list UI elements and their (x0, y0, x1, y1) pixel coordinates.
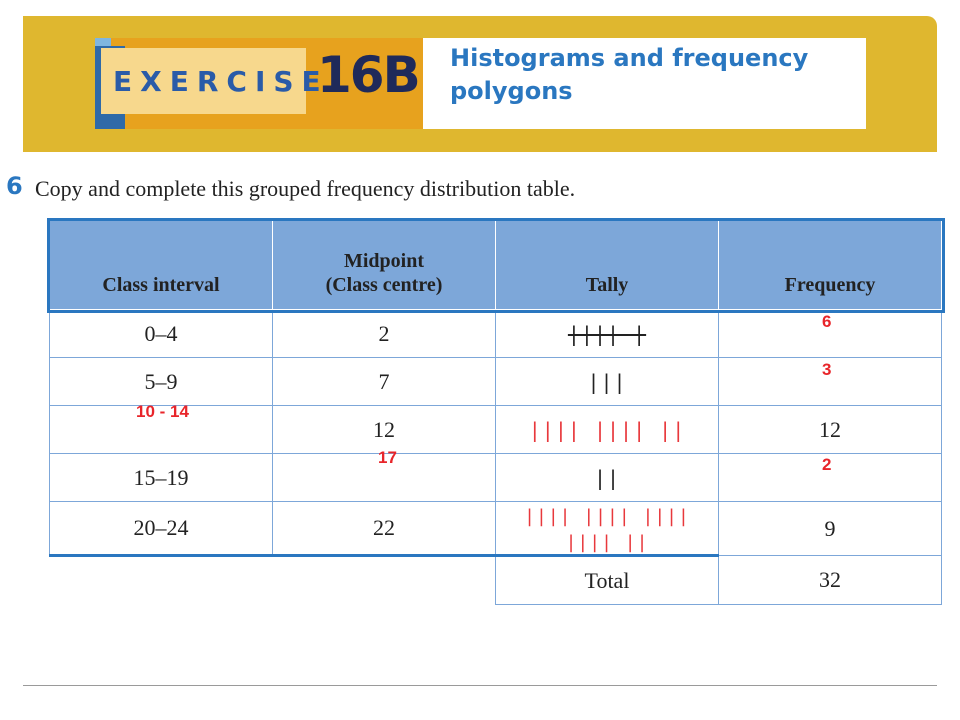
tally-marks: || (593, 465, 621, 490)
cell-tally (496, 454, 719, 502)
cell-interval: 15–19 (50, 454, 273, 502)
table-row (50, 310, 942, 358)
tally-marks: |||| | (567, 321, 647, 346)
cell-midpoint: 22 (273, 502, 496, 556)
table-row (50, 454, 942, 502)
header-tally: Tally (496, 221, 719, 310)
table-header-row (50, 221, 942, 310)
header-frequency: Frequency (719, 221, 942, 310)
cell-interval: 0–4 (50, 310, 273, 358)
header-midpoint-line2: (Class centre) (325, 274, 443, 296)
answer-frequency-row4: 2 (822, 455, 832, 474)
exercise-title: Histograms and frequency polygons (450, 44, 809, 105)
answer-interval-row3: 10 - 14 (136, 402, 189, 421)
exercise-word: EXERCISE (113, 65, 329, 98)
cell-interval: 20–24 (50, 502, 273, 556)
total-empty (273, 556, 496, 605)
table-row (50, 358, 942, 406)
cell-midpoint: 7 (273, 358, 496, 406)
exercise-banner (23, 16, 937, 152)
cell-frequency: 12 (719, 406, 942, 454)
tally-marks: ||| (587, 369, 627, 394)
answer-frequency-row1: 6 (822, 312, 832, 331)
banner-panel (95, 38, 866, 129)
cell-frequency: 9 (719, 502, 942, 556)
header-class-interval: Class interval (50, 221, 273, 310)
total-label: Total (496, 556, 719, 605)
cell-tally (496, 310, 719, 358)
answer-midpoint-row4: 17 (378, 448, 397, 467)
total-empty (50, 556, 273, 605)
header-midpoint (273, 221, 496, 310)
answer-tally-row3: |||| |||| || (528, 417, 686, 442)
cell-interval: 5–9 (50, 358, 273, 406)
cell-tally (496, 358, 719, 406)
exercise-badge (95, 38, 423, 129)
exercise-number: 16B (317, 46, 419, 104)
cell-midpoint: 2 (273, 310, 496, 358)
answer-tally-row5: |||| |||| |||| |||| || (524, 506, 690, 553)
question-text: Copy and complete this grouped frequency distribution table. (35, 176, 576, 201)
header-midpoint-line1: Midpoint (343, 250, 425, 272)
cell-tally (496, 406, 719, 454)
cell-tally (496, 502, 719, 556)
answer-frequency-row2: 3 (822, 360, 832, 379)
cell-midpoint: 12 (273, 406, 496, 454)
total-value: 32 (719, 556, 942, 605)
question-number: 6 (6, 172, 23, 200)
table-row (50, 502, 942, 556)
bottom-divider (23, 685, 937, 686)
exercise-word-box (101, 48, 329, 114)
total-row (50, 556, 942, 605)
